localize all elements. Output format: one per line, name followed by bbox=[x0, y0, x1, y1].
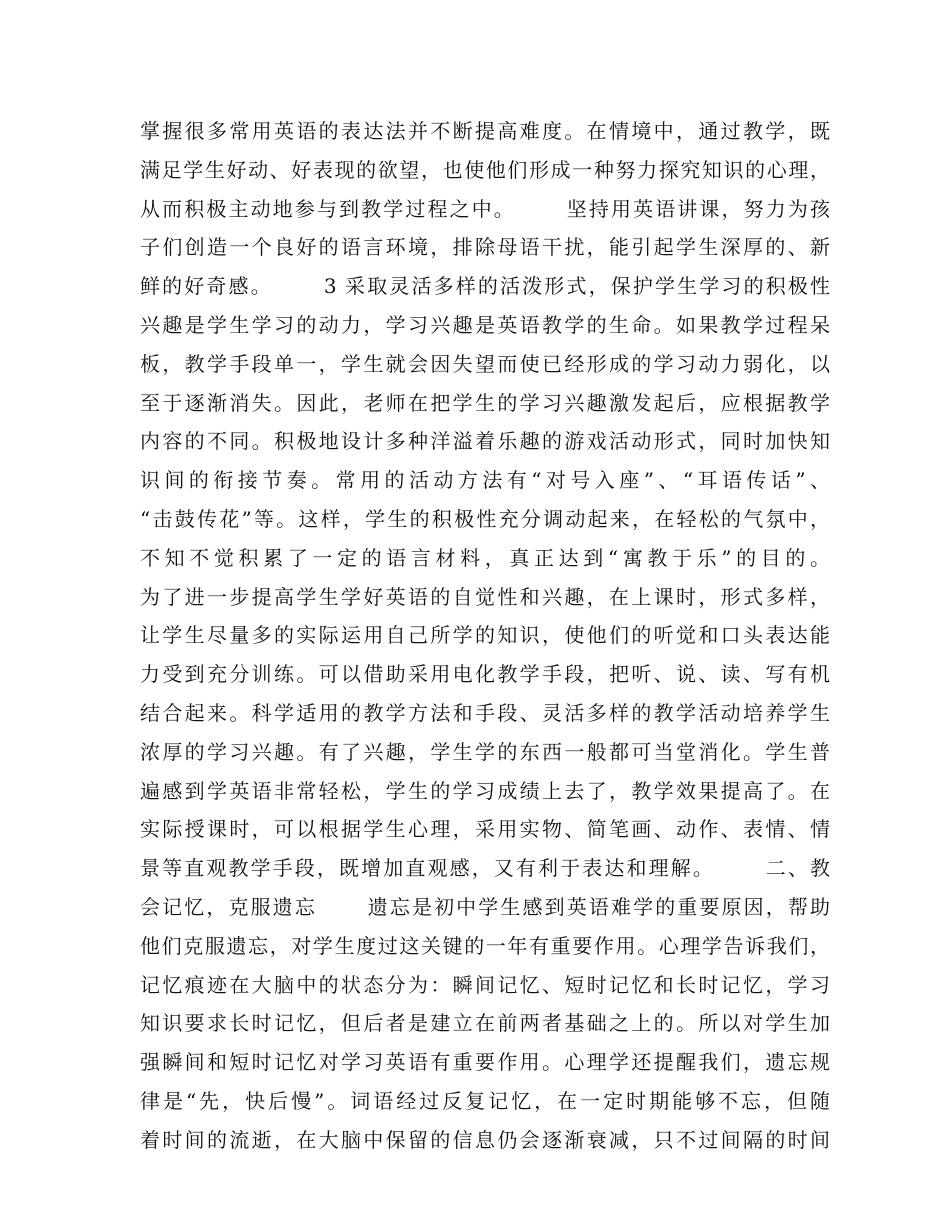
text-line: 强瞬间和短时记忆对学习英语有重要作用。心理学还提醒我们，遗忘规 bbox=[140, 1050, 830, 1075]
text-line: 遍感到学英语非常轻松，学生的学习成绩上去了，教学效果提高了。在 bbox=[140, 778, 830, 803]
text-line: “击鼓传花”等。这样，学生的积极性充分调动起来，在轻松的气氛中， bbox=[140, 506, 830, 531]
text-line: 识间的衔接节奏。常用的活动方法有“对号入座”、“耳语传话”、 bbox=[140, 468, 830, 493]
text-line: 为了进一步提高学生学好英语的自觉性和兴趣，在上课时，形式多样， bbox=[140, 584, 830, 609]
text-line: 结合起来。科学适用的教学方法和手段、灵活多样的教学活动培养学生 bbox=[140, 700, 830, 725]
text-line: 满足学生好动、好表现的欲望，也使他们形成一种努力探究知识的心理， bbox=[140, 157, 830, 182]
body-text bbox=[140, 112, 830, 1160]
text-line: 浓厚的学习兴趣。有了兴趣，学生学的东西一般都可当堂消化。学生普 bbox=[140, 739, 830, 764]
text-line: 内容的不同。积极地设计多种洋溢着乐趣的游戏活动形式，同时加快知 bbox=[140, 429, 830, 454]
text-line: 知识要求长时记忆，但后者是建立在前两者基础之上的。所以对学生加 bbox=[140, 1011, 830, 1036]
text-line: 力受到充分训练。可以借助采用电化教学手段，把听、说、读、写有机 bbox=[140, 662, 830, 687]
text-line: 实际授课时，可以根据学生心理，采用实物、简笔画、动作、表情、情 bbox=[140, 817, 830, 842]
text-line: 景等直观教学手段，既增加直观感，又有利于表达和理解。 二、教 bbox=[140, 856, 830, 881]
text-line: 他们克服遗忘，对学生度过这关键的一年有重要作用。心理学告诉我们， bbox=[140, 933, 830, 958]
text-line: 兴趣是学生学习的动力，学习兴趣是英语教学的生命。如果教学过程呆 bbox=[140, 312, 830, 337]
text-line: 子们创造一个良好的语言环境，排除母语干扰，能引起学生深厚的、新 bbox=[140, 235, 830, 260]
text-line: 不知不觉积累了一定的语言材料，真正达到“寓教于乐”的目的。 bbox=[140, 545, 830, 570]
text-line: 鲜的好奇感。 3 采取灵活多样的活泼形式，保护学生学习的积极性 bbox=[140, 274, 830, 299]
text-line: 至于逐渐消失。因此，老师在把学生的学习兴趣激发起后，应根据教学 bbox=[140, 390, 830, 415]
text-line: 记忆痕迹在大脑中的状态分为：瞬间记忆、短时记忆和长时记忆，学习 bbox=[140, 972, 830, 997]
text-line: 让学生尽量多的实际运用自己所学的知识，使他们的听觉和口头表达能 bbox=[140, 623, 830, 648]
text-line: 会记忆，克服遗忘 遗忘是初中学生感到英语难学的重要原因，帮助 bbox=[140, 894, 830, 919]
text-line: 从而积极主动地参与到教学过程之中。 坚持用英语讲课，努力为孩 bbox=[140, 196, 830, 221]
text-line: 着时间的流逝，在大脑中保留的信息仍会逐渐衰减，只不过间隔的时间 bbox=[140, 1127, 830, 1152]
text-line: 板，教学手段单一，学生就会因失望而使已经形成的学习动力弱化，以 bbox=[140, 351, 830, 376]
text-line: 律是“先，快后慢”。词语经过反复记忆，在一定时期能够不忘，但随 bbox=[140, 1088, 830, 1113]
text-line: 掌握很多常用英语的表达法并不断提高难度。在情境中，通过教学，既 bbox=[140, 119, 830, 143]
